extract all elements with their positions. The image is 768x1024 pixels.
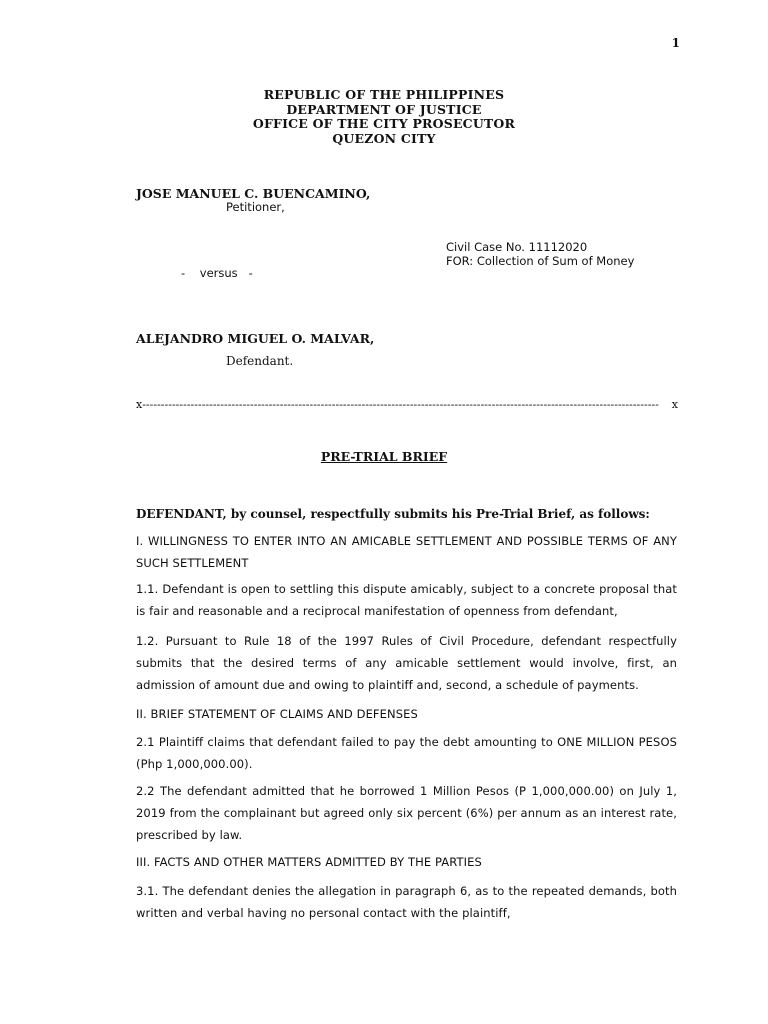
document-header bbox=[0, 88, 768, 146]
caption-divider-dashes: ------------------------------------------------------------------------------------------------------------------------------------------- bbox=[142, 398, 659, 411]
defendant-role: Defendant. bbox=[226, 354, 294, 368]
header-line-city: QUEZON CITY bbox=[332, 130, 436, 146]
header-line-office: OFFICE OF THE CITY PROSECUTOR bbox=[252, 116, 516, 131]
page-number: 1 bbox=[671, 36, 680, 50]
petitioner-name: JOSE MANUEL C. BUENCAMINO, bbox=[136, 186, 371, 201]
paragraph-2-1: 2.1 Plaintiff claims that defendant failed to pay the debt amounting to ONE MILLION PESOS (Php 1,000,000.00). bbox=[136, 735, 677, 771]
section-heading-facts: III. FACTS AND OTHER MATTERS ADMITTED BY THE PARTIES bbox=[136, 855, 482, 869]
intro-paragraph: DEFENDANT, by counsel, respectfully submits his Pre-Trial Brief, as follows: bbox=[136, 507, 650, 521]
petitioner-role: Petitioner, bbox=[226, 200, 285, 214]
paragraph-1-2: 1.2. Pursuant to Rule 18 of the 1997 Rules of Civil Procedure, defendant respectfully submits that the desired terms of any amicable settlement would involve, first, an admission of amount due and owing to plaintiff and, second, a schedule of payments. bbox=[136, 634, 677, 692]
caption-divider-end: x bbox=[671, 398, 678, 411]
paragraph-1-1: 1.1. Defendant is open to settling this dispute amicably, subject to a concrete proposal that is fair and reasonable and a reciprocal manifestation of openness from defendant, bbox=[136, 582, 677, 618]
document-title: PRE-TRIAL BRIEF bbox=[320, 449, 448, 464]
header-line-department: DEPARTMENT OF JUSTICE bbox=[286, 101, 482, 117]
caption-divider-start: x bbox=[136, 398, 143, 411]
paragraph-3-1: 3.1. The defendant denies the allegation in paragraph 6, as to the repeated demands, both written and verbal having no personal contact with the plaintiff, bbox=[136, 884, 677, 920]
case-info bbox=[446, 240, 634, 268]
case-subject: FOR: Collection of Sum of Money bbox=[446, 254, 635, 268]
header-line-republic: REPUBLIC OF THE PHILIPPINES bbox=[263, 87, 505, 102]
case-number: Civil Case No. 11112020 bbox=[446, 240, 588, 254]
section-heading-settlement: I. WILLINGNESS TO ENTER INTO AN AMICABLE SETTLEMENT AND POSSIBLE TERMS OF ANY SUCH SETTLEMENT bbox=[136, 534, 677, 570]
versus-label: - versus - bbox=[181, 266, 253, 280]
caption-divider bbox=[136, 398, 678, 411]
section-heading-claims: II. BRIEF STATEMENT OF CLAIMS AND DEFENSES bbox=[136, 707, 418, 721]
defendant-name: ALEJANDRO MIGUEL O. MALVAR, bbox=[136, 331, 375, 346]
paragraph-2-2: 2.2 The defendant admitted that he borrowed 1 Million Pesos (P 1,000,000.00) on July 1, 2019 from the complainant but agreed only six percent (6%) per annum as an interest rate, prescribed by law. bbox=[136, 784, 677, 842]
